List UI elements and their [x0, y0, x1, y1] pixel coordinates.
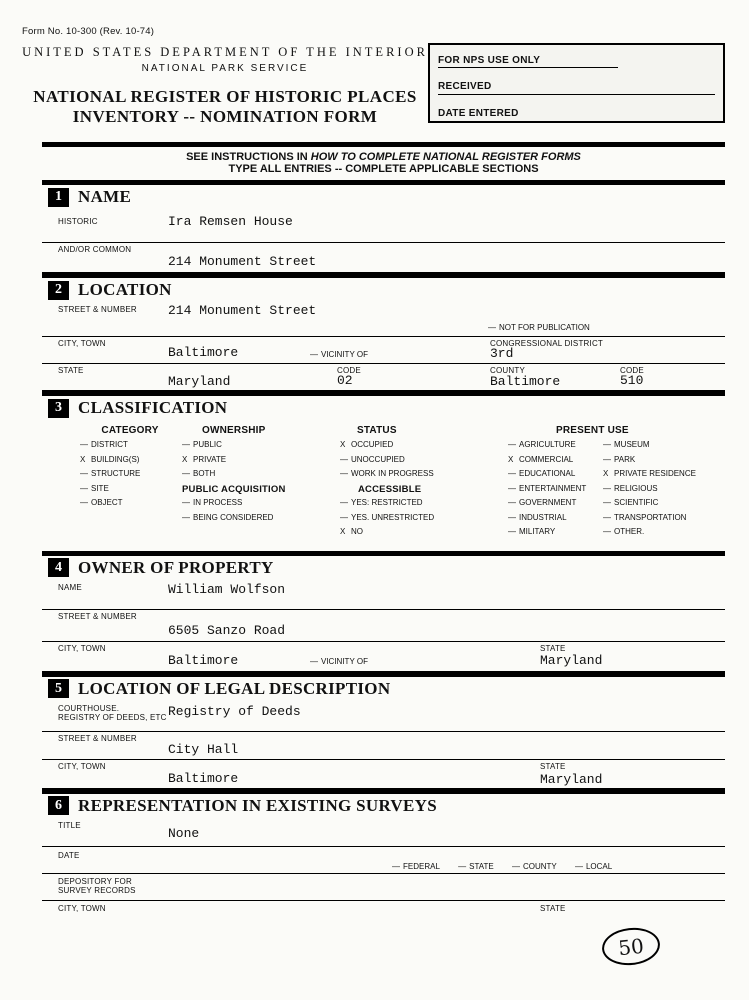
section-4-number: 4 — [48, 558, 69, 577]
checkbox-transportation — [603, 513, 725, 528]
checkbox-both — [182, 469, 338, 484]
checkbox-label: INDUSTRIAL — [519, 512, 567, 522]
checkbox-label: IN PROCESS — [193, 498, 243, 507]
common-label: AND/OR COMMON — [58, 245, 132, 254]
survey-title-label: TITLE — [58, 820, 81, 830]
checkbox-government — [508, 498, 595, 513]
checkbox-mark: — — [603, 454, 611, 464]
checkbox-yes-unrestricted — [340, 513, 500, 528]
section-5-title: LOCATION OF LEGAL DESCRIPTION — [78, 678, 391, 698]
checkbox-scientific — [603, 498, 725, 513]
section-3-title: CLASSIFICATION — [78, 398, 228, 417]
checkbox-mark: — — [603, 440, 611, 449]
checkbox-mark: — — [508, 469, 516, 478]
state-label: STATE — [58, 366, 84, 375]
ownership-header: OWNERSHIP — [202, 425, 266, 436]
checkbox-public — [182, 440, 338, 455]
field-state-row — [42, 364, 725, 391]
checkbox-label: AGRICULTURE — [519, 440, 576, 449]
status-column — [338, 425, 500, 542]
section-6-header — [42, 794, 725, 818]
checkbox-buildings — [80, 455, 180, 470]
section-4-title: OWNER OF PROPERTY — [78, 557, 274, 577]
section-4-header — [42, 556, 725, 580]
depository-label-line1: DEPOSITORY FOR — [58, 876, 132, 886]
field-historic-name — [42, 209, 725, 243]
courthouse-value: Registry of Deeds — [168, 703, 301, 719]
section-2-header — [42, 278, 725, 302]
checkbox-being-considered — [182, 513, 338, 528]
checkbox-mark: — — [182, 498, 190, 507]
legal-city-value: Baltimore — [168, 770, 239, 786]
checkbox-private — [182, 455, 338, 470]
checkbox-label: PARK — [614, 454, 636, 464]
checkbox-mark: — — [508, 440, 516, 449]
checkbox-educational — [508, 469, 595, 484]
nps-box-header-label: FOR NPS USE ONLY — [438, 55, 618, 68]
checkbox-label: OCCUPIED — [351, 440, 394, 449]
street-value: 214 Monument Street — [168, 303, 317, 318]
checkbox-label: LOCAL — [585, 861, 613, 871]
survey-date-label: DATE — [58, 850, 80, 860]
checkbox-private-residence — [603, 469, 725, 484]
survey-city-label: CITY, TOWN — [58, 903, 106, 913]
county-value: Baltimore — [490, 374, 561, 389]
checkbox-label: BEING CONSIDERED — [193, 512, 274, 522]
checkbox-label: BOTH — [193, 469, 216, 478]
field-survey-date — [42, 847, 725, 874]
checkbox-yes-restricted — [340, 498, 500, 513]
checkbox-object — [80, 498, 180, 513]
date-entered-field: DATE ENTERED — [438, 108, 715, 122]
legal-city-col — [42, 760, 532, 788]
historic-value: Ira Remsen House — [168, 214, 293, 229]
checkbox-site — [80, 484, 180, 499]
level-state — [458, 862, 494, 871]
survey-title-value: None — [168, 825, 200, 841]
checkbox-work-in-progress — [340, 469, 500, 484]
checkbox-label: YES. UNRESTRICTED — [351, 512, 435, 522]
survey-city-col — [42, 901, 532, 927]
checkbox-mark: X — [182, 454, 188, 464]
county-code-value: 510 — [620, 373, 644, 388]
received-field: RECEIVED — [438, 81, 715, 95]
field-street — [42, 302, 725, 337]
field-common-name — [42, 243, 725, 273]
survey-state-label: STATE — [540, 903, 566, 913]
state-code-label: CODE — [337, 366, 361, 375]
present-use-subcolumns — [500, 440, 725, 542]
owner-name-label: NAME — [58, 582, 82, 592]
owner-street-label: STREET & NUMBER — [58, 611, 137, 621]
vicinity-label: VICINITY OF — [321, 350, 368, 359]
checkbox-mark: — — [508, 483, 516, 493]
section-5-number: 5 — [48, 679, 69, 698]
owner-name-value: William Wolfson — [168, 581, 286, 597]
checkbox-entertainment — [508, 484, 595, 499]
handwritten-page-number: 50 — [600, 925, 662, 968]
owner-city-label: CITY, TOWN — [58, 643, 106, 653]
county-code-col — [618, 364, 725, 390]
checkbox-label: PRIVATE RESIDENCE — [614, 469, 696, 478]
instructions-italic: HOW TO COMPLETE NATIONAL REGISTER FORMS — [310, 151, 581, 163]
category-column — [42, 425, 180, 542]
checkbox-mark: — — [574, 861, 583, 871]
state-code-value: 02 — [337, 373, 353, 388]
checkbox-unoccupied — [340, 455, 500, 470]
public-acquisition-header: PUBLIC ACQUISITION — [182, 483, 286, 495]
checkbox-label: STATE — [469, 861, 494, 871]
section-6-number: 6 — [48, 796, 69, 815]
field-survey-city-row — [42, 901, 725, 927]
checkbox-mark: X — [603, 469, 609, 478]
checkbox-label: WORK IN PROGRESS — [351, 469, 434, 478]
section-1-number: 1 — [48, 188, 69, 207]
county-label: COUNTY — [490, 366, 525, 375]
instructions-line1 — [42, 151, 725, 163]
city-value: Baltimore — [168, 345, 239, 360]
checkbox-commercial — [508, 455, 595, 470]
checkbox-label: OBJECT — [91, 498, 123, 507]
checkbox-military — [508, 527, 595, 542]
survey-state-col — [532, 901, 725, 927]
owner-city-col — [42, 642, 532, 671]
courthouse-label-line1: COURTHOUSE. — [58, 703, 120, 713]
checkbox-no — [340, 527, 500, 542]
instructions-line2: TYPE ALL ENTRIES -- COMPLETE APPLICABLE SECTIONS — [228, 163, 539, 175]
state-code-col — [335, 364, 488, 390]
checkbox-mark: — — [340, 454, 348, 464]
owner-vicinity-of — [310, 657, 368, 666]
legal-city-label: CITY, TOWN — [58, 761, 106, 771]
checkbox-label: UNOCCUPIED — [351, 454, 405, 464]
checkbox-label: ENTERTAINMENT — [519, 483, 587, 493]
nps-box-header — [438, 50, 715, 68]
checkbox-label: SITE — [91, 483, 109, 493]
department-title: UNITED STATES DEPARTMENT OF THE INTERIOR — [22, 45, 428, 59]
owner-state-col — [532, 642, 725, 671]
checkbox-mark: — — [80, 440, 88, 449]
nfp-label: NOT FOR PUBLICATION — [499, 323, 590, 332]
vicinity-label: VICINITY OF — [321, 656, 368, 666]
level-county — [512, 862, 557, 871]
form-title-line1: NATIONAL REGISTER OF HISTORIC PLACES — [33, 87, 417, 106]
street-label: STREET & NUMBER — [58, 305, 137, 314]
checkbox-label: PRIVATE — [193, 454, 227, 464]
present-use-col2 — [595, 440, 725, 542]
checkbox-mark: — — [340, 512, 348, 522]
owner-city-value: Baltimore — [168, 652, 239, 668]
service-title: NATIONAL PARK SERVICE — [141, 63, 309, 74]
checkbox-mark: — — [340, 498, 348, 507]
classification-grid — [42, 420, 725, 551]
instructions-prefix: SEE INSTRUCTIONS IN — [186, 151, 311, 163]
ownership-column — [180, 425, 338, 542]
city-label: CITY, TOWN — [58, 339, 106, 348]
checkbox-mark: — — [508, 527, 516, 536]
checkbox-mark: — — [508, 498, 516, 507]
field-depository — [42, 874, 725, 901]
checkbox-label: DISTRICT — [91, 440, 128, 449]
level-federal — [392, 862, 440, 871]
legal-state-value: Maryland — [540, 771, 603, 787]
checkbox-district — [80, 440, 180, 455]
nfp-mark: — — [488, 323, 496, 332]
legal-state-col — [532, 760, 725, 788]
checkbox-label: SCIENTIFIC — [614, 498, 659, 507]
checkbox-mark: — — [458, 861, 467, 871]
survey-level-options — [392, 862, 628, 871]
checkbox-label: COMMERCIAL — [519, 454, 574, 464]
section-3-header — [42, 396, 725, 420]
historic-label: HISTORIC — [58, 217, 98, 226]
checkbox-occupied — [340, 440, 500, 455]
present-use-header: PRESENT USE — [556, 425, 629, 436]
checkbox-mark: — — [603, 498, 611, 507]
common-value: 214 Monument Street — [168, 254, 317, 269]
section-1-title: NAME — [78, 187, 132, 206]
checkbox-industrial — [508, 513, 595, 528]
depository-label-line2: SURVEY RECORDS — [58, 885, 136, 895]
checkbox-mark: — — [603, 512, 611, 522]
checkbox-label: TRANSPORTATION — [614, 512, 687, 522]
checkbox-mark: X — [340, 527, 346, 536]
checkbox-label: NO — [351, 527, 363, 536]
field-owner-name — [42, 580, 725, 610]
checkbox-religious — [603, 484, 725, 499]
owner-street-value: 6505 Sanzo Road — [168, 622, 286, 638]
owner-state-value: Maryland — [540, 652, 603, 668]
field-survey-title — [42, 818, 725, 847]
checkbox-mark: — — [603, 527, 611, 536]
section-5-header — [42, 677, 725, 701]
checkbox-mark: — — [511, 861, 520, 871]
checkbox-in-process — [182, 498, 338, 513]
vicinity-mark: — — [310, 350, 318, 359]
present-use-col1 — [500, 440, 595, 542]
form-title-line2: INVENTORY -- NOMINATION FORM — [72, 107, 378, 126]
accessible-header: ACCESSIBLE — [358, 483, 422, 495]
county-col — [488, 364, 618, 390]
checkbox-mark: X — [340, 440, 346, 449]
section-2-number: 2 — [48, 281, 69, 300]
checkbox-label: PUBLIC — [193, 440, 222, 449]
checkbox-mark: — — [603, 483, 611, 493]
header-left — [22, 43, 428, 127]
checkbox-mark: X — [508, 454, 514, 464]
checkbox-mark: — — [182, 440, 190, 449]
county-code-label: CODE — [620, 366, 644, 375]
legal-street-value: City Hall — [168, 741, 239, 757]
field-courthouse — [42, 701, 725, 732]
checkbox-label: FEDERAL — [403, 861, 440, 871]
field-legal-street — [42, 732, 725, 760]
courthouse-label-line2: REGISTRY OF DEEDS, ETC — [58, 712, 167, 722]
checkbox-label: COUNTY — [522, 861, 557, 871]
checkbox-mark: — — [508, 512, 516, 522]
legal-street-label: STREET & NUMBER — [58, 733, 137, 743]
field-owner-city-row — [42, 642, 725, 672]
checkbox-mark: — — [80, 469, 88, 478]
checkbox-label: MILITARY — [519, 527, 556, 536]
present-use-column — [500, 425, 725, 542]
status-header: STATUS — [357, 425, 397, 436]
checkbox-other — [603, 527, 725, 542]
state-value: Maryland — [168, 374, 231, 389]
checkbox-mark: — — [392, 861, 400, 871]
congressional-district-col — [488, 337, 725, 363]
checkbox-mark: — — [182, 512, 190, 522]
checkbox-structure — [80, 469, 180, 484]
checkbox-label: YES: RESTRICTED — [351, 498, 423, 507]
checkbox-agriculture — [508, 440, 595, 455]
checkbox-label: OTHER. — [614, 527, 645, 536]
state-col — [42, 364, 335, 390]
legal-state-label: STATE — [540, 761, 566, 771]
checkbox-mark: — — [80, 498, 88, 507]
checkbox-mark: — — [340, 469, 348, 478]
checkbox-park — [603, 455, 725, 470]
vicinity-of — [310, 350, 368, 359]
section-3-number: 3 — [48, 399, 69, 418]
city-col — [42, 337, 488, 363]
owner-state-label: STATE — [540, 643, 566, 653]
field-legal-city-row — [42, 760, 725, 789]
checkbox-label: MUSEUM — [614, 440, 650, 449]
nps-use-only-box — [428, 43, 725, 123]
vicinity-mark: — — [310, 656, 318, 666]
field-city-row — [42, 337, 725, 364]
section-6-title: REPRESENTATION IN EXISTING SURVEYS — [78, 795, 437, 815]
checkbox-museum — [603, 440, 725, 455]
checkbox-label: GOVERNMENT — [519, 498, 577, 507]
checkbox-mark: — — [80, 483, 88, 493]
checkbox-label: RELIGIOUS — [614, 483, 658, 493]
form-body — [42, 142, 725, 927]
district-label: CONGRESSIONAL DISTRICT — [490, 339, 604, 348]
form-number: Form No. 10-300 (Rev. 10-74) — [22, 26, 155, 37]
checkbox-label: EDUCATIONAL — [519, 469, 576, 478]
checkbox-label: STRUCTURE — [91, 469, 141, 478]
checkbox-mark: X — [80, 454, 86, 464]
district-value: 3rd — [490, 346, 514, 361]
section-1-header — [42, 185, 725, 209]
category-header: CATEGORY — [101, 425, 159, 436]
level-local — [575, 862, 612, 871]
form-header — [22, 43, 725, 127]
not-for-publication — [488, 323, 590, 332]
instructions — [42, 147, 725, 180]
checkbox-label: BUILDING(S) — [91, 454, 140, 464]
field-owner-street — [42, 610, 725, 642]
section-2-title: LOCATION — [78, 280, 172, 299]
checkbox-mark: — — [182, 469, 190, 478]
